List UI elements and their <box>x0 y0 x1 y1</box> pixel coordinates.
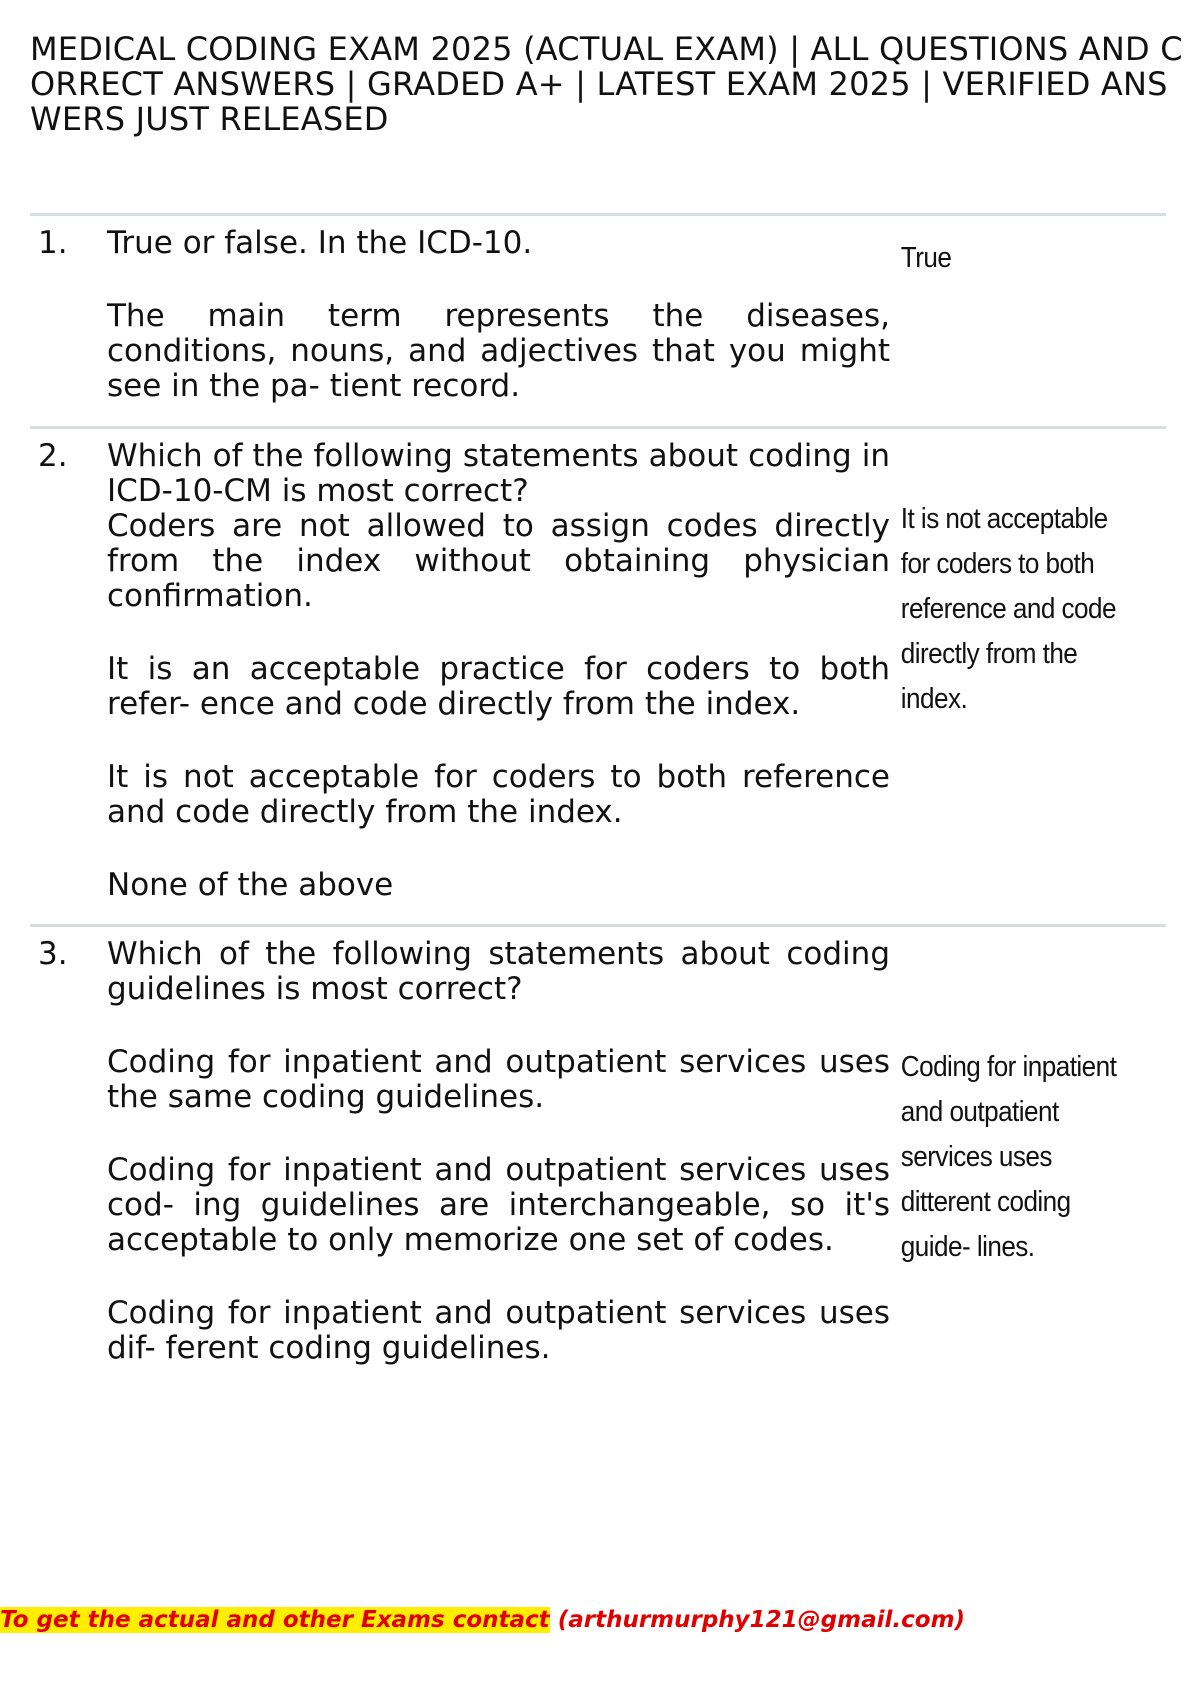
question-text <box>107 937 890 1377</box>
question-paragraph: Which of the following statements about coding guidelines is most correct? <box>107 936 890 1007</box>
footer-highlight-text: To get the actual and other Exams contact <box>0 1607 550 1633</box>
question-paragraph: Coders are not allowed to assign codes directly from the index without obtaining physician confirmation. <box>107 508 890 614</box>
question-paragraph: None of the above <box>107 867 394 903</box>
question-paragraph: The main term represents the diseases, conditions, nouns, and adjectives that you might see in the pa- tient record. <box>107 298 890 404</box>
question-paragraph: Which of the following statements about coding in ICD-10-CM is most correct? <box>107 438 890 509</box>
question-text <box>107 439 890 924</box>
answer-text: True <box>900 242 952 274</box>
question-number: 2. <box>38 438 68 474</box>
question-item-3 <box>30 924 1166 1377</box>
question-paragraph: Coding for inpatient and outpatient services uses the same coding guidelines. <box>107 1044 890 1115</box>
question-paragraph: Coding for inpatient and outpatient services uses dif- ferent coding guidelines. <box>107 1295 890 1366</box>
question-number: 3. <box>38 936 68 972</box>
question-text <box>107 226 890 426</box>
question-paragraph: True or false. In the ICD-10. <box>107 225 533 261</box>
question-paragraph: It is not acceptable for coders to both reference and code directly from the index. <box>107 759 890 830</box>
question-item-1 <box>30 213 1166 426</box>
question-paragraph: Coding for inpatient and outpatient services uses cod- ing guidelines are interchangeable, so it's acceptable to only memorize one set of codes. <box>107 1152 890 1258</box>
question-number: 1. <box>38 225 68 261</box>
question-paragraph: It is an acceptable practice for coders to both refer- ence and code directly from the index. <box>107 651 890 722</box>
question-item-2 <box>30 426 1166 924</box>
document-title: MEDICAL CODING EXAM 2025 (ACTUAL EXAM) | ALL QUESTIONS AND CORRECT ANSWERS | GRADED A+ | LATEST EXAM 2025 | VERIFIED ANSWERS JUST RELEASED <box>30 30 1183 138</box>
footer-contact-email: (arthurmurphy121@gmail.com) <box>557 1607 966 1633</box>
answer-text: It is not acceptable for coders to both reference and code directly from the index. <box>900 503 1116 715</box>
question-list <box>30 213 1166 1377</box>
answer-text: Coding for inpatient and outpatient services uses ditterent coding guide- lines. <box>900 1051 1117 1263</box>
footer-contact-note <box>0 1605 965 1635</box>
